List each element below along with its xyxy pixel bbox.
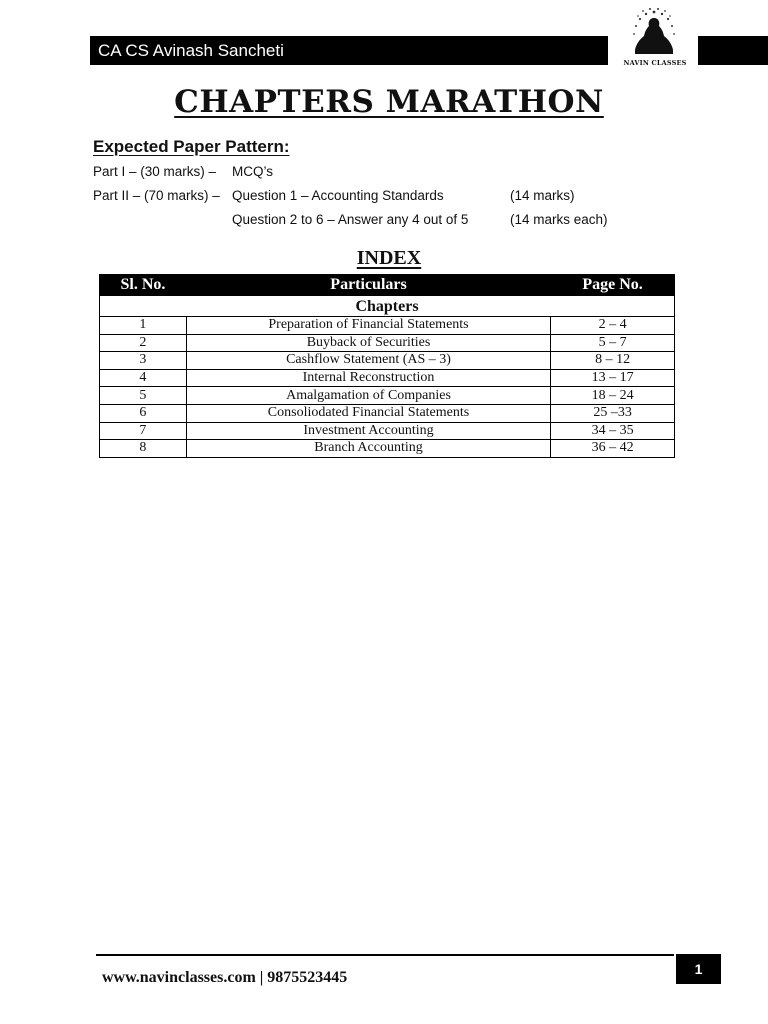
index-table — [99, 274, 675, 458]
row-page: 2 – 4 — [551, 317, 675, 335]
row-slno: 8 — [100, 440, 187, 458]
section-label: Chapters — [100, 296, 675, 317]
table-row — [100, 369, 675, 387]
question1-text: Question 1 – Accounting Standards — [232, 188, 444, 203]
row-page: 18 – 24 — [551, 387, 675, 405]
footer-contact: www.navinclasses.com | 9875523445 — [102, 969, 348, 986]
row-particular: Amalgamation of Companies — [186, 387, 550, 405]
row-particular: Internal Reconstruction — [186, 369, 550, 387]
row-slno: 3 — [100, 352, 187, 370]
row-slno: 6 — [100, 404, 187, 422]
logo-text: NAVIN CLASSES — [623, 59, 687, 67]
row-slno: 4 — [100, 369, 187, 387]
header-bar-right — [698, 36, 768, 65]
row-slno: 1 — [100, 317, 187, 335]
table-row — [100, 317, 675, 335]
row-page: 5 – 7 — [551, 334, 675, 352]
column-header-page: Page No. — [551, 275, 675, 296]
row-particular: Consoliodated Financial Statements — [186, 404, 550, 422]
row-particular: Cashflow Statement (AS – 3) — [186, 352, 550, 370]
pattern-heading: Expected Paper Pattern: — [93, 137, 290, 156]
row-page: 36 – 42 — [551, 440, 675, 458]
footer-divider — [96, 954, 674, 956]
question2-marks: (14 marks each) — [510, 212, 608, 227]
question2-text: Question 2 to 6 – Answer any 4 out of 5 — [232, 212, 469, 227]
row-slno: 5 — [100, 387, 187, 405]
table-row — [100, 352, 675, 370]
section-row — [100, 296, 675, 317]
row-page: 25 –33 — [551, 404, 675, 422]
row-particular: Branch Accounting — [186, 440, 550, 458]
part2-label: Part II – (70 marks) – — [93, 188, 220, 203]
row-particular: Preparation of Financial Statements — [186, 317, 550, 335]
page-number: 1 — [676, 954, 721, 984]
question1-marks: (14 marks) — [510, 188, 575, 203]
header-author-bar — [90, 36, 608, 65]
page-title: CHAPTERS MARATHON — [174, 84, 604, 120]
row-page: 13 – 17 — [551, 369, 675, 387]
index-heading: INDEX — [356, 247, 422, 269]
row-particular: Investment Accounting — [186, 422, 550, 440]
table-row — [100, 334, 675, 352]
row-page: 34 – 35 — [551, 422, 675, 440]
row-slno: 2 — [100, 334, 187, 352]
column-header-particulars: Particulars — [186, 275, 550, 296]
table-row — [100, 387, 675, 405]
part1-value: MCQ’s — [232, 164, 274, 179]
table-row — [100, 404, 675, 422]
table-row — [100, 440, 675, 458]
part1-label: Part I – (30 marks) – — [93, 164, 217, 179]
author-name: CA CS Avinash Sancheti — [98, 41, 284, 60]
column-header-slno: Sl. No. — [100, 275, 187, 296]
row-page: 8 – 12 — [551, 352, 675, 370]
table-row — [100, 422, 675, 440]
row-slno: 7 — [100, 422, 187, 440]
table-header-row — [100, 275, 675, 296]
row-particular: Buyback of Securities — [186, 334, 550, 352]
